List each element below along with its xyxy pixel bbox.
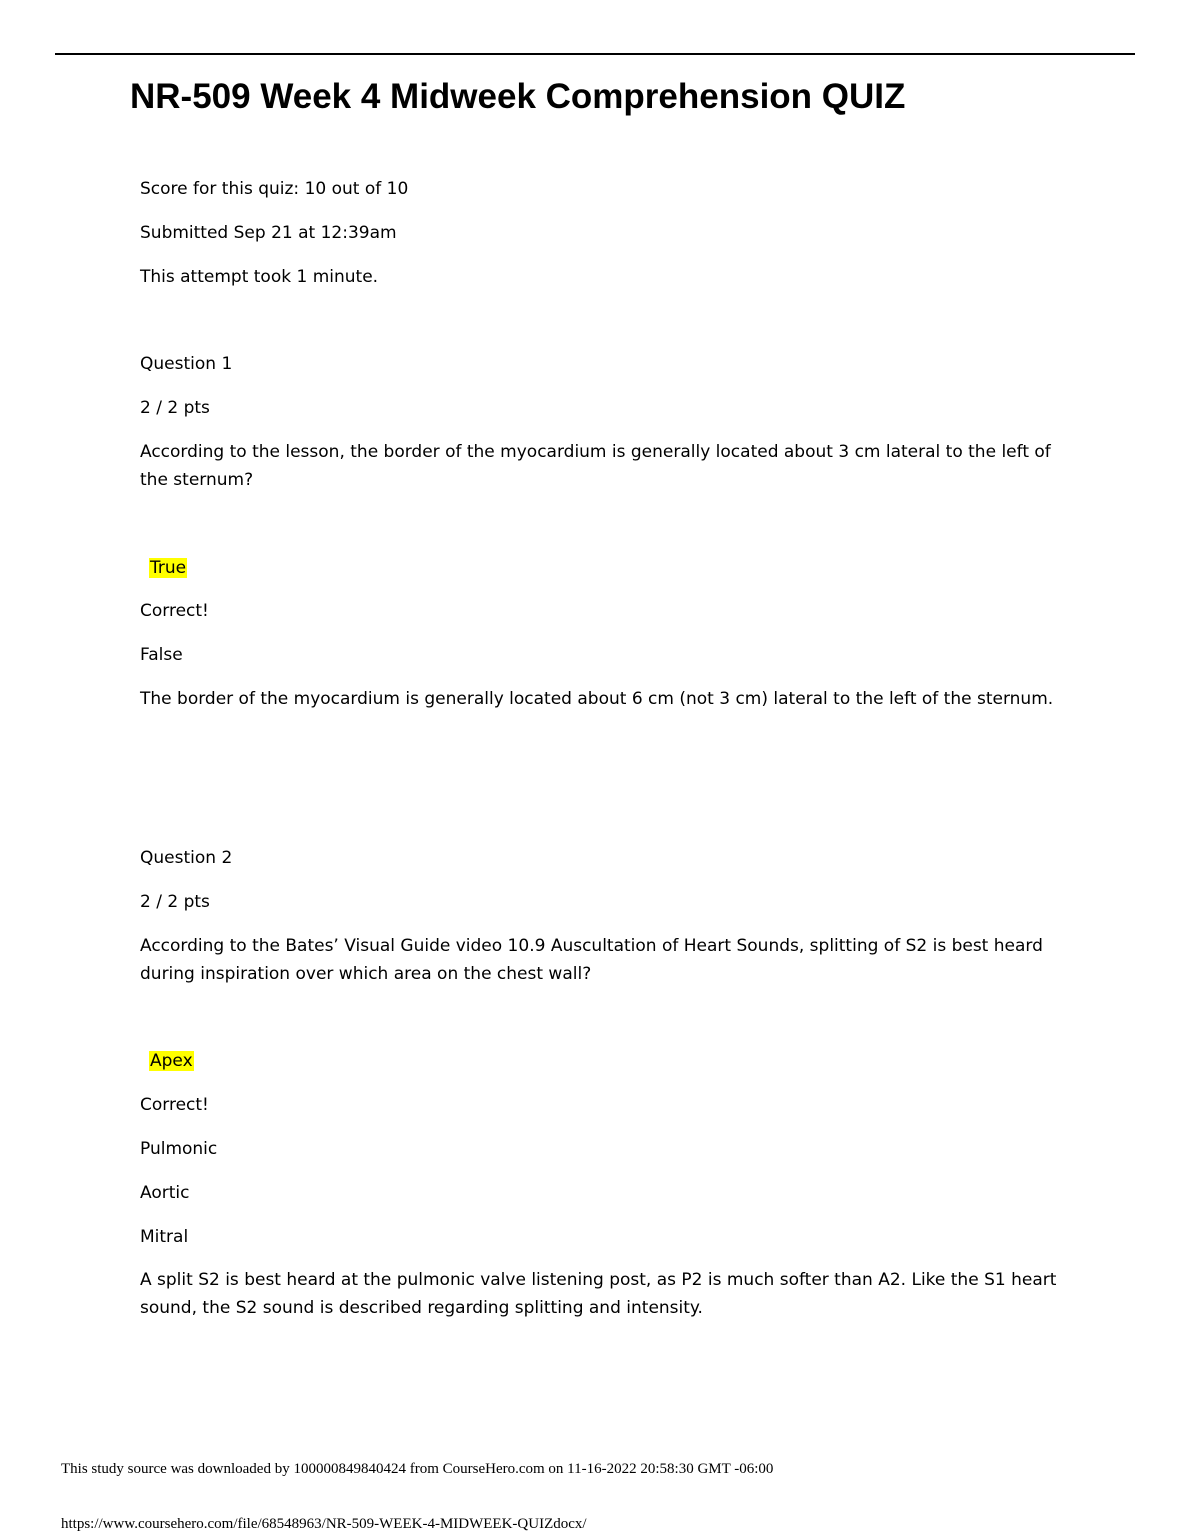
- quiz-score: Score for this quiz: 10 out of 10: [140, 179, 409, 199]
- question-1-explanation: The border of the myocardium is generally located about 6 cm (not 3 cm) lateral to the left of the sternum.: [140, 689, 1054, 709]
- question-1-points: 2 / 2 pts: [140, 398, 210, 418]
- question-2-explanation: A split S2 is best heard at the pulmonic valve listening post, as P2 is much softer than A2. Like the S1 heart sound, the S2 sound is described regarding splitting and intensity.: [140, 1270, 1057, 1318]
- selected-answer-text: Apex: [150, 1051, 193, 1071]
- attempt-duration: This attempt took 1 minute.: [140, 267, 379, 287]
- page-title: NR-509 Week 4 Midweek Comprehension QUIZ: [130, 77, 906, 116]
- question-1-feedback: Correct!: [140, 601, 209, 621]
- question-2-option-mitral: Mitral: [140, 1227, 189, 1247]
- question-1-prompt: According to the lesson, the border of the myocardium is generally located about 3 cm lateral to the left of the sternum?: [140, 442, 1051, 490]
- question-2-option-aortic: Aortic: [140, 1183, 190, 1203]
- top-rule: [55, 53, 1135, 55]
- question-1-selected-answer: [149, 554, 187, 582]
- question-2-points: 2 / 2 pts: [140, 892, 210, 912]
- question-2-feedback: Correct!: [140, 1095, 209, 1115]
- question-2-selected-answer: [149, 1047, 194, 1075]
- question-1-option-false: False: [140, 645, 183, 665]
- question-2-option-pulmonic: Pulmonic: [140, 1139, 218, 1159]
- download-notice: This study source was downloaded by 100000849840424 from CourseHero.com on 11-16-2022 20:58:30 GMT -06:00: [61, 1461, 774, 1477]
- question-1-label: Question 1: [140, 354, 233, 374]
- selected-answer-text: True: [150, 558, 187, 578]
- source-url[interactable]: https://www.coursehero.com/file/68548963/NR-509-WEEK-4-MIDWEEK-QUIZdocx/: [61, 1516, 587, 1532]
- question-2-label: Question 2: [140, 848, 233, 868]
- submitted-time: Submitted Sep 21 at 12:39am: [140, 223, 397, 243]
- question-2-prompt: According to the Bates’ Visual Guide video 10.9 Auscultation of Heart Sounds, splitting of S2 is best heard during inspiration over which area on the chest wall?: [140, 936, 1043, 984]
